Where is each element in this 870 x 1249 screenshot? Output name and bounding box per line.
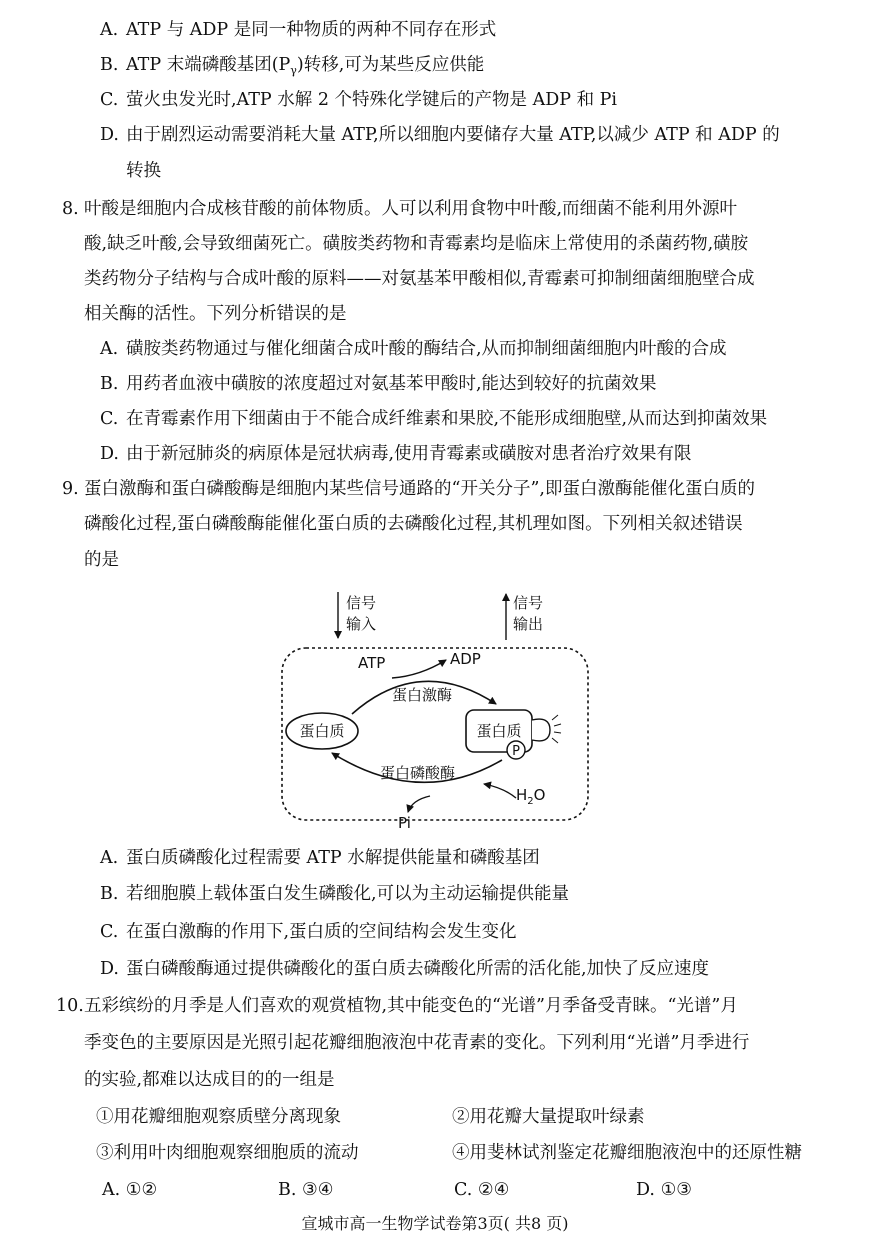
- option-text-after: )转移,可为某些反应供能: [296, 55, 485, 75]
- option-text: 在蛋白激酶的作用下,蛋白质的空间结构会发生变化: [126, 922, 517, 942]
- option-label: B.: [278, 1180, 297, 1200]
- q9-stem-line-3: 的是: [84, 550, 119, 570]
- pi-label: Pi: [398, 814, 411, 828]
- water-subscript: 2: [527, 796, 534, 807]
- stem-text: 叶酸是细胞内合成核苷酸的前体物质。人可以利用食物中叶酸,而细菌不能利用外源叶: [84, 199, 738, 219]
- question-number: 9.: [62, 479, 79, 499]
- stem-text: 五彩缤纷的月季是人们喜欢的观赏植物,其中能变色的“光谱”月季备受青睐。“光谱”月: [84, 996, 738, 1016]
- q10-choice-b: [278, 1178, 333, 1202]
- atp-to-adp-arrow: [392, 660, 446, 678]
- stem-text: 蛋白激酶和蛋白磷酸酶是细胞内某些信号通路的“开关分子”,即蛋白激酶能催化蛋白质的: [84, 479, 755, 499]
- option-label: C.: [100, 409, 119, 429]
- q9-option-c: [100, 920, 870, 944]
- q10-item-4: ④用斐林试剂鉴定花瓣细胞液泡中的还原性糖: [452, 1143, 802, 1163]
- q8-option-a: [100, 337, 870, 361]
- option-label: A.: [100, 339, 119, 359]
- option-label: D.: [100, 125, 119, 145]
- option-label: B.: [100, 374, 119, 394]
- option-text: ①③: [660, 1180, 692, 1200]
- q7-option-d-continued: 转换: [126, 161, 161, 181]
- q8-stem-line-3: 类药物分子结构与合成叶酸的原料——对氨基苯甲酸相似,青霉素可抑制细菌细胞壁合成: [84, 269, 755, 289]
- signal-input-label-1: 信号: [346, 594, 377, 612]
- phosphorylation-diagram: [270, 588, 600, 828]
- option-text: 萤火虫发光时,ATP 水解 2 个特殊化学键后的产物是 ADP 和 Pi: [126, 90, 618, 110]
- q10-item-3: ③利用叶肉细胞观察细胞质的流动: [96, 1143, 359, 1163]
- option-text: ①②: [125, 1180, 158, 1200]
- q9-option-d: [100, 957, 870, 981]
- subscript-gamma: γ: [290, 64, 297, 77]
- option-label: C.: [100, 922, 119, 942]
- q10-stem-line-2: 季变色的主要原因是光照引起花瓣细胞液泡中花青素的变化。下列利用“光谱”月季进行: [84, 1033, 750, 1053]
- q8-stem-line-4: 相关酶的活性。下列分析错误的是: [84, 304, 347, 324]
- protein-right-label: 蛋白质: [476, 722, 522, 740]
- atp-label: ATP: [358, 654, 386, 672]
- protein-right-active-site: [532, 719, 550, 741]
- water-o: O: [533, 786, 546, 804]
- option-label: A.: [102, 1180, 121, 1200]
- option-text: 蛋白磷酸酶通过提供磷酸化的蛋白质去磷酸化所需的活化能,加快了反应速度: [126, 959, 710, 979]
- water-input-arrow: [484, 784, 516, 798]
- water-h: H: [516, 786, 528, 804]
- adp-label: ADP: [450, 650, 481, 668]
- option-label: B.: [100, 884, 119, 904]
- q8-option-c: [100, 407, 870, 431]
- kinase-label: 蛋白激酶: [392, 686, 453, 704]
- option-label: C.: [100, 90, 119, 110]
- option-label: C.: [454, 1180, 473, 1200]
- phosphate-label: P: [512, 744, 520, 759]
- q9-option-a: [100, 846, 870, 870]
- q10-choice-a: [102, 1178, 157, 1202]
- q10-choice-c: [454, 1178, 509, 1202]
- option-text: 在青霉素作用下细菌由于不能合成纤维素和果胶,不能形成细胞壁,从而达到抑菌效果: [126, 409, 768, 429]
- option-text: ATP 与 ADP 是同一种物质的两种不同存在形式: [126, 20, 497, 40]
- question-number: 10.: [56, 996, 84, 1016]
- water-label: [516, 786, 545, 807]
- signal-input-label-2: 输入: [346, 615, 377, 633]
- q9-stem-line-2: 磷酸化过程,蛋白磷酸酶能催化蛋白质的去磷酸化过程,其机理如图。下列相关叙述错误: [84, 514, 743, 534]
- option-text: 用药者血液中磺胺的浓度超过对氨基苯甲酸时,能达到较好的抗菌效果: [126, 374, 657, 394]
- option-label: A.: [100, 848, 119, 868]
- q8-option-d: [100, 442, 870, 466]
- q7-option-c: [100, 88, 870, 112]
- option-text: 蛋白质磷酸化过程需要 ATP 水解提供能量和磷酸基团: [126, 848, 540, 868]
- option-label: B.: [100, 55, 119, 75]
- option-text: 若细胞膜上载体蛋白发生磷酸化,可以为主动运输提供能量: [126, 884, 570, 904]
- phosphatase-label: 蛋白磷酸酶: [380, 764, 456, 782]
- pi-release-arrow: [408, 796, 430, 812]
- q10-choice-d: [636, 1178, 692, 1202]
- q8-stem-line-2: 酸,缺乏叶酸,会导致细菌死亡。磺胺类药物和青霉素均是临床上常使用的杀菌药物,磺胺: [84, 234, 749, 254]
- q7-option-b: [100, 53, 870, 83]
- option-text: ③④: [302, 1180, 334, 1200]
- q7-option-d: [100, 123, 870, 147]
- option-text: 由于剧烈运动需要消耗大量 ATP,所以细胞内要储存大量 ATP,以减少 ATP 和 ADP 的: [126, 125, 780, 145]
- signal-output-label-1: 信号: [513, 594, 544, 612]
- option-text: ②④: [477, 1180, 510, 1200]
- q10-item-2: ②用花瓣大量提取叶绿素: [452, 1107, 645, 1127]
- protein-left-label: 蛋白质: [299, 722, 345, 740]
- activation-rays: [552, 715, 561, 743]
- page-footer: 宣城市高一生物学试卷第3页( 共8 页): [301, 1214, 569, 1233]
- option-text-before: ATP 末端磷酸基团(P: [126, 55, 291, 75]
- option-label: A.: [100, 20, 119, 40]
- option-label: D.: [100, 444, 119, 464]
- q9-option-b: [100, 882, 870, 906]
- q10-item-1: ①用花瓣细胞观察质壁分离现象: [96, 1107, 341, 1127]
- question-number: 8.: [62, 199, 79, 219]
- signal-output-label-2: 输出: [513, 615, 544, 633]
- option-label: D.: [100, 959, 119, 979]
- q7-option-a: [100, 18, 870, 42]
- q10-stem-line-3: 的实验,都难以达成目的的一组是: [84, 1070, 335, 1090]
- q8-option-b: [100, 372, 870, 396]
- option-label: D.: [636, 1180, 655, 1200]
- option-text: 由于新冠肺炎的病原体是冠状病毒,使用青霉素或磺胺对患者治疗效果有限: [126, 444, 692, 464]
- option-text: 磺胺类药物通过与催化细菌合成叶酸的酶结合,从而抑制细菌细胞内叶酸的合成: [126, 339, 727, 359]
